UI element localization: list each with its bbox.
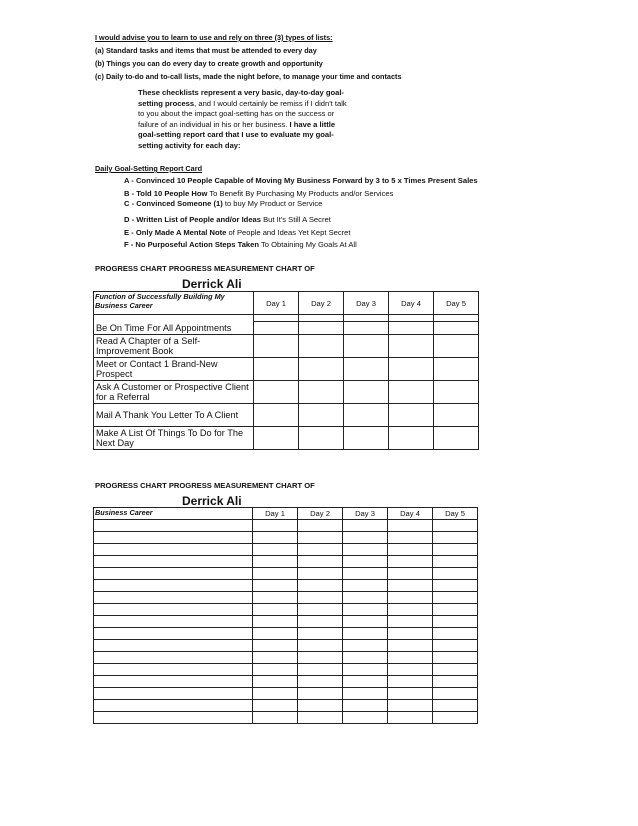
table-row xyxy=(94,427,479,450)
day-cell[interactable] xyxy=(253,532,298,544)
task-cell[interactable] xyxy=(94,688,253,700)
task-label: Meet or Contact 1 Brand-New Prospect xyxy=(94,358,254,381)
day-cell[interactable] xyxy=(433,568,478,580)
day-cell[interactable] xyxy=(343,604,388,616)
day-cell[interactable] xyxy=(433,700,478,712)
day-cell[interactable] xyxy=(389,381,434,404)
day-cell[interactable] xyxy=(343,592,388,604)
day-cell[interactable] xyxy=(388,592,433,604)
day-cell[interactable] xyxy=(433,592,478,604)
table-row xyxy=(94,592,478,604)
chart2-name: Derrick Ali xyxy=(182,494,242,508)
day-cell[interactable] xyxy=(253,520,298,532)
day-cell[interactable] xyxy=(388,676,433,688)
day-cell[interactable] xyxy=(343,688,388,700)
day-cell[interactable] xyxy=(253,700,298,712)
report-card-title: Daily Goal-Setting Report Card xyxy=(95,164,203,173)
header-day-2: Day 2 xyxy=(299,292,344,315)
day-cell[interactable] xyxy=(433,688,478,700)
day-cell[interactable] xyxy=(253,688,298,700)
day-cell[interactable] xyxy=(298,712,343,724)
day-cell[interactable] xyxy=(433,664,478,676)
task-cell[interactable] xyxy=(94,664,253,676)
day-cell[interactable] xyxy=(388,652,433,664)
day-cell[interactable] xyxy=(433,580,478,592)
day-cell[interactable] xyxy=(388,712,433,724)
header-day-3: Day 3 xyxy=(344,292,389,315)
day-cell[interactable] xyxy=(344,404,389,427)
table-row xyxy=(94,700,478,712)
day-cell[interactable] xyxy=(343,664,388,676)
chart1-name: Derrick Ali xyxy=(182,277,242,291)
table-row xyxy=(94,358,479,381)
day-cell[interactable] xyxy=(434,358,479,381)
day-cell[interactable] xyxy=(389,404,434,427)
day-cell[interactable] xyxy=(433,532,478,544)
day-cell[interactable] xyxy=(298,556,343,568)
day-cell[interactable] xyxy=(388,568,433,580)
day-cell[interactable] xyxy=(253,628,298,640)
day-cell[interactable] xyxy=(433,628,478,640)
day-cell[interactable] xyxy=(253,544,298,556)
day-cell[interactable] xyxy=(434,404,479,427)
day-cell[interactable] xyxy=(298,700,343,712)
task-cell[interactable] xyxy=(94,640,253,652)
header-day-3: Day 3 xyxy=(343,508,388,520)
header-function: Function of Successfully Building My Business Career xyxy=(94,292,254,315)
table-row xyxy=(94,640,478,652)
table-row xyxy=(94,520,478,532)
intro-item-b: (b) Things you can do every day to create growth and opportunity xyxy=(95,59,323,68)
intro-heading: I would advise you to learn to use and rely on three (3) types of lists: xyxy=(95,33,333,42)
progress-chart-2 xyxy=(93,507,478,724)
task-label: Make A List Of Things To Do for The Next Day xyxy=(94,427,254,450)
day-cell[interactable] xyxy=(343,700,388,712)
task-label: Read A Chapter of a Self-Improvement Book xyxy=(94,335,254,358)
day-cell[interactable] xyxy=(433,676,478,688)
table-row xyxy=(94,404,479,427)
paragraph-line-3: to you about the impact goal-setting has on the success or xyxy=(138,109,335,119)
day-cell[interactable] xyxy=(344,427,389,450)
table-row xyxy=(94,676,478,688)
day-cell[interactable] xyxy=(389,358,434,381)
day-cell[interactable] xyxy=(254,381,299,404)
day-cell[interactable] xyxy=(254,322,299,335)
day-cell[interactable] xyxy=(344,335,389,358)
paragraph-line-4: failure of an individual in his or her business. I have a little xyxy=(138,119,336,129)
table-row xyxy=(94,628,478,640)
day-cell[interactable] xyxy=(299,322,344,335)
task-cell[interactable] xyxy=(94,652,253,664)
day-cell[interactable] xyxy=(298,568,343,580)
day-cell[interactable] xyxy=(298,592,343,604)
grade-e: E - Only Made A Mental Note of People and Ideas Yet Kept Secret xyxy=(124,228,351,237)
day-cell[interactable] xyxy=(433,652,478,664)
day-cell[interactable] xyxy=(299,358,344,381)
grade-f: F - No Purposeful Action Steps Taken To Obtaining My Goals At All xyxy=(124,240,357,249)
paragraph-line-6: setting activity for each day: xyxy=(138,140,241,150)
day-cell[interactable] xyxy=(253,652,298,664)
day-cell[interactable] xyxy=(343,616,388,628)
table-row xyxy=(94,580,478,592)
day-cell[interactable] xyxy=(388,604,433,616)
day-cell[interactable] xyxy=(388,520,433,532)
header-business-career: Business Career xyxy=(94,508,253,520)
task-label: Mail A Thank You Letter To A Client xyxy=(94,404,254,427)
table-row xyxy=(94,335,479,358)
day-cell[interactable] xyxy=(434,335,479,358)
task-cell[interactable] xyxy=(94,568,253,580)
day-cell[interactable] xyxy=(433,556,478,568)
day-cell[interactable] xyxy=(343,568,388,580)
day-cell[interactable] xyxy=(253,580,298,592)
day-cell[interactable] xyxy=(388,556,433,568)
table-row xyxy=(94,568,478,580)
table-row xyxy=(94,315,479,322)
chart1-title: PROGRESS CHART PROGRESS MEASUREMENT CHART OF xyxy=(95,264,315,273)
paragraph-line-5: goal-setting report card that I use to evaluate my goal- xyxy=(138,130,334,140)
table-header-row xyxy=(94,508,478,520)
day-cell[interactable] xyxy=(388,628,433,640)
day-cell[interactable] xyxy=(388,640,433,652)
day-cell[interactable] xyxy=(344,381,389,404)
day-cell[interactable] xyxy=(433,712,478,724)
table-row xyxy=(94,616,478,628)
day-cell[interactable] xyxy=(253,640,298,652)
header-day-5: Day 5 xyxy=(433,508,478,520)
table-row xyxy=(94,664,478,676)
task-cell[interactable] xyxy=(94,544,253,556)
day-cell[interactable] xyxy=(254,427,299,450)
task-cell[interactable] xyxy=(94,556,253,568)
day-cell[interactable] xyxy=(344,322,389,335)
day-cell[interactable] xyxy=(343,532,388,544)
day-cell[interactable] xyxy=(299,335,344,358)
day-cell[interactable] xyxy=(433,640,478,652)
paragraph-line-1: These checklists represent a very basic, day-to-day goal- xyxy=(138,88,344,97)
day-cell[interactable] xyxy=(254,404,299,427)
grade-c: C - Convinced Someone (1) to buy My Product or Service xyxy=(124,199,323,208)
day-cell[interactable] xyxy=(434,427,479,450)
header-day-1: Day 1 xyxy=(254,292,299,315)
task-cell[interactable] xyxy=(94,616,253,628)
day-cell[interactable] xyxy=(433,616,478,628)
day-cell[interactable] xyxy=(388,616,433,628)
day-cell[interactable] xyxy=(433,544,478,556)
header-day-5: Day 5 xyxy=(434,292,479,315)
grade-b: B - Told 10 People How To Benefit By Purchasing My Products and/or Services xyxy=(124,189,394,198)
day-cell[interactable] xyxy=(253,712,298,724)
day-cell[interactable] xyxy=(298,640,343,652)
day-cell[interactable] xyxy=(299,427,344,450)
day-cell[interactable] xyxy=(298,652,343,664)
table-row xyxy=(94,322,479,335)
day-cell[interactable] xyxy=(388,544,433,556)
day-cell[interactable] xyxy=(343,640,388,652)
table-row xyxy=(94,604,478,616)
task-cell[interactable] xyxy=(94,580,253,592)
day-cell[interactable] xyxy=(298,580,343,592)
day-cell[interactable] xyxy=(388,664,433,676)
intro-item-c: (c) Daily to-do and to-call lists, made the night before, to manage your time and contacts xyxy=(95,72,402,81)
task-cell[interactable] xyxy=(94,712,253,724)
day-cell[interactable] xyxy=(343,580,388,592)
checklist-paragraph xyxy=(138,88,388,152)
day-cell[interactable] xyxy=(434,322,479,335)
intro-item-a: (a) Standard tasks and items that must be attended to every day xyxy=(95,46,317,55)
day-cell[interactable] xyxy=(299,381,344,404)
day-cell[interactable] xyxy=(253,616,298,628)
day-cell[interactable] xyxy=(388,688,433,700)
task-label: Ask A Customer or Prospective Client for a Referral xyxy=(94,381,254,404)
header-day-4: Day 4 xyxy=(388,508,433,520)
day-cell[interactable] xyxy=(298,616,343,628)
day-cell[interactable] xyxy=(434,381,479,404)
paragraph-line-2: setting process, and I would certainly be remiss if I didn't talk xyxy=(138,98,347,108)
table-row xyxy=(94,381,479,404)
day-cell[interactable] xyxy=(298,544,343,556)
task-cell[interactable] xyxy=(94,700,253,712)
day-cell[interactable] xyxy=(343,676,388,688)
table-row xyxy=(94,712,478,724)
day-cell[interactable] xyxy=(343,652,388,664)
day-cell[interactable] xyxy=(343,712,388,724)
day-cell[interactable] xyxy=(253,592,298,604)
day-cell[interactable] xyxy=(388,532,433,544)
header-day-1: Day 1 xyxy=(253,508,298,520)
day-cell[interactable] xyxy=(298,688,343,700)
day-cell[interactable] xyxy=(389,427,434,450)
day-cell[interactable] xyxy=(298,520,343,532)
day-cell[interactable] xyxy=(343,628,388,640)
task-cell[interactable] xyxy=(94,592,253,604)
task-cell[interactable] xyxy=(94,604,253,616)
task-cell[interactable] xyxy=(94,676,253,688)
day-cell[interactable] xyxy=(253,664,298,676)
day-cell[interactable] xyxy=(343,520,388,532)
day-cell[interactable] xyxy=(254,335,299,358)
task-cell[interactable] xyxy=(94,520,253,532)
task-label: Be On Time For All Appointments xyxy=(94,322,254,335)
day-cell[interactable] xyxy=(253,568,298,580)
grade-d: D - Written List of People and/or Ideas But It's Still A Secret xyxy=(124,215,331,224)
day-cell[interactable] xyxy=(298,604,343,616)
chart2-title: PROGRESS CHART PROGRESS MEASUREMENT CHART OF xyxy=(95,481,315,490)
day-cell[interactable] xyxy=(389,335,434,358)
grade-a: A - Convinced 10 People Capable of Moving My Business Forward by 3 to 5 x Times Present Sales xyxy=(124,176,478,185)
table-row xyxy=(94,688,478,700)
day-cell[interactable] xyxy=(388,580,433,592)
day-cell[interactable] xyxy=(298,676,343,688)
day-cell[interactable] xyxy=(299,404,344,427)
day-cell[interactable] xyxy=(253,676,298,688)
day-cell[interactable] xyxy=(343,556,388,568)
day-cell[interactable] xyxy=(298,628,343,640)
table-row xyxy=(94,652,478,664)
header-day-2: Day 2 xyxy=(298,508,343,520)
table-header-row xyxy=(94,292,479,315)
day-cell[interactable] xyxy=(343,544,388,556)
day-cell[interactable] xyxy=(433,520,478,532)
day-cell[interactable] xyxy=(433,604,478,616)
table-row xyxy=(94,556,478,568)
day-cell[interactable] xyxy=(344,358,389,381)
table-row xyxy=(94,544,478,556)
day-cell[interactable] xyxy=(389,322,434,335)
day-cell[interactable] xyxy=(253,556,298,568)
day-cell[interactable] xyxy=(388,700,433,712)
day-cell[interactable] xyxy=(253,604,298,616)
progress-chart-1 xyxy=(93,291,479,450)
task-cell[interactable] xyxy=(94,628,253,640)
task-cell[interactable] xyxy=(94,532,253,544)
table-row xyxy=(94,532,478,544)
day-cell[interactable] xyxy=(298,664,343,676)
day-cell[interactable] xyxy=(254,358,299,381)
day-cell[interactable] xyxy=(298,532,343,544)
header-day-4: Day 4 xyxy=(389,292,434,315)
